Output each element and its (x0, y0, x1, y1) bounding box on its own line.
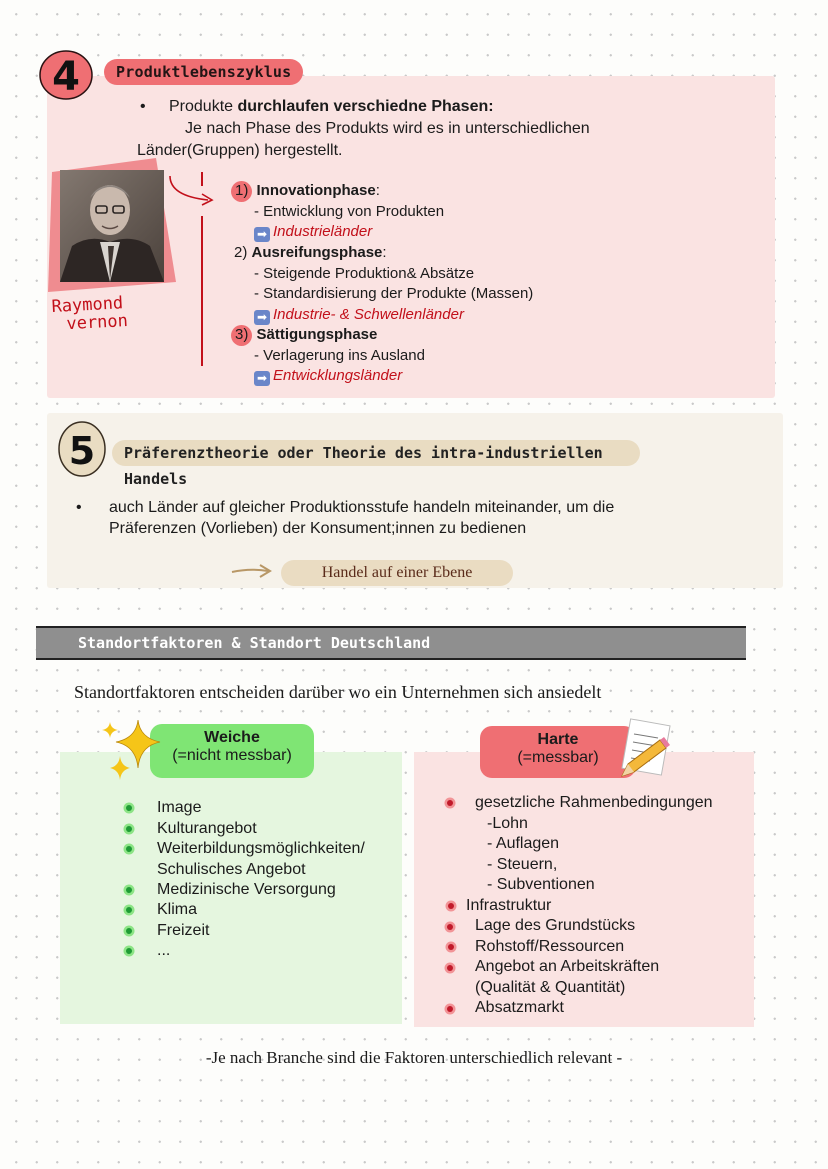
weiche-header (150, 724, 314, 778)
harte-item: Angebot an Arbeitskräften (475, 958, 660, 975)
phase-1-result (231, 222, 444, 243)
harte-item: Absatzmarkt (475, 999, 564, 1016)
phase-3-name: Sättigungsphase (256, 326, 378, 343)
harte-header (480, 726, 636, 778)
harte-subtitle: (=messbar) (517, 749, 599, 766)
footer-note: -Je nach Branche sind die Faktoren unterschiedlich relevant - (205, 1048, 623, 1067)
handel-ebene-pill: Handel auf einer Ebene (281, 560, 513, 586)
list-bullet (126, 805, 132, 811)
sec5-bullet-line2: Präferenzen (Vorlieben) der Konsument;innen zu bedienen (109, 520, 527, 537)
weiche-item: Freizeit (157, 922, 210, 939)
list-bullet (126, 846, 132, 852)
list-bullet (447, 924, 453, 930)
harte-item: gesetzliche Rahmenbedingungen (475, 794, 713, 811)
phase-1-result-text: Industrieländer (273, 223, 373, 240)
portrait-raymond-vernon (38, 150, 180, 300)
weiche-item: Kulturangebot (157, 820, 257, 837)
list-bullet (126, 948, 132, 954)
sec4-bullet-bold: durchlaufen verschiedne Phasen: (237, 98, 494, 115)
list-bullet (447, 965, 453, 971)
list-bullet (126, 907, 132, 913)
arrow-right-icon: ➡ (254, 371, 270, 386)
weiche-item: Klima (157, 901, 198, 918)
list-bullet (447, 800, 453, 806)
bullet-dot: • (76, 499, 82, 516)
weiche-subtitle: (=nicht messbar) (172, 747, 292, 764)
phase-1-colon: : (375, 182, 380, 199)
phase-1-detail: - Entwicklung von Produkten (254, 202, 445, 220)
sec4-bullet-intro: Produkte (169, 98, 238, 115)
phase-2-result (234, 305, 533, 326)
sparkles-icon (98, 716, 164, 782)
sec4-line3: Länder(Gruppen) hergestellt. (137, 142, 343, 159)
portrait-caption-line2: vernon (65, 311, 129, 335)
list-bullet (126, 887, 132, 893)
list-bullet (448, 903, 454, 909)
section-4-number: 4 (52, 54, 80, 100)
phase-3 (231, 325, 425, 387)
weiche-item: Medizinische Versorgung (157, 881, 336, 898)
phase-1 (231, 181, 444, 243)
sec5-bullet-line1: auch Länder auf gleicher Produktionsstufe handeln miteinander, um die (109, 499, 615, 516)
harte-item: - Steuern, (487, 856, 558, 873)
portrait-caption-line1: Raymond (51, 293, 124, 317)
list-bullet (126, 928, 132, 934)
timeline-arrow (164, 168, 224, 370)
phase-3-result-text: Entwicklungsländer (273, 367, 403, 384)
phase-2-result-text: Industrie- & Schwellenländer (273, 305, 464, 323)
harte-item: Infrastruktur (466, 897, 552, 914)
weiche-item: Image (157, 799, 202, 816)
phase-1-name: Innovationphase (256, 182, 376, 199)
harte-item: Rohstoff/Ressourcen (475, 938, 625, 955)
phase-3-result (231, 366, 425, 387)
standort-banner: Standortfaktoren & Standort Deutschland (36, 626, 746, 660)
harte-item: Lage des Grundstücks (475, 917, 636, 934)
weiche-title: Weiche (204, 729, 260, 746)
weiche-item: Weiterbildungsmöglichkeiten/ (157, 840, 365, 857)
standort-intro: Standortfaktoren entscheiden darüber wo ein Unternehmen sich ansiedelt (74, 682, 602, 702)
phase-1-number: 1) (231, 181, 252, 202)
harte-item: - Auflagen (487, 835, 560, 852)
section-4-number-badge (38, 49, 94, 101)
harte-item: - Subventionen (487, 876, 595, 893)
phase-2-name: Ausreifungsphase (251, 244, 383, 261)
memo-pencil-icon (614, 718, 672, 780)
harte-item: -Lohn (487, 815, 528, 832)
list-bullet (448, 944, 454, 950)
arrow-right-icon: ➡ (254, 310, 270, 325)
sec4-line2: Je nach Phase des Produkts wird es in unterschiedlichen (185, 120, 590, 137)
list-bullet (126, 826, 132, 832)
section-5-title: Präferenztheorie oder Theorie des intra-industriellen Handels (112, 440, 640, 466)
weiche-item: Schulisches Angebot (157, 861, 306, 878)
phase-2-detail-2: - Standardisierung der Produkte (Massen) (254, 285, 534, 302)
arrow-right-icon (230, 562, 276, 580)
phase-2 (234, 243, 533, 325)
bullet-dot: • (140, 98, 146, 115)
weiche-item: ... (157, 942, 171, 959)
section-5-number-badge (57, 420, 107, 478)
phase-3-detail: - Verlagerung ins Ausland (254, 346, 425, 364)
section-4-title: Produktlebenszyklus (104, 59, 303, 85)
arrow-right-icon: ➡ (254, 227, 270, 242)
harte-item: (Qualität & Quantität) (475, 979, 626, 996)
phase-2-detail-1: - Steigende Produktion& Absätze (254, 264, 475, 282)
portrait-caption (51, 294, 128, 334)
list-bullet (447, 1006, 453, 1012)
phase-2-number: 2) (234, 244, 248, 261)
phase-2-colon: : (382, 244, 387, 261)
harte-title: Harte (537, 731, 579, 748)
sec4-bullet (169, 96, 494, 118)
phase-3-number: 3) (231, 325, 252, 346)
section-5-number: 5 (68, 429, 96, 473)
